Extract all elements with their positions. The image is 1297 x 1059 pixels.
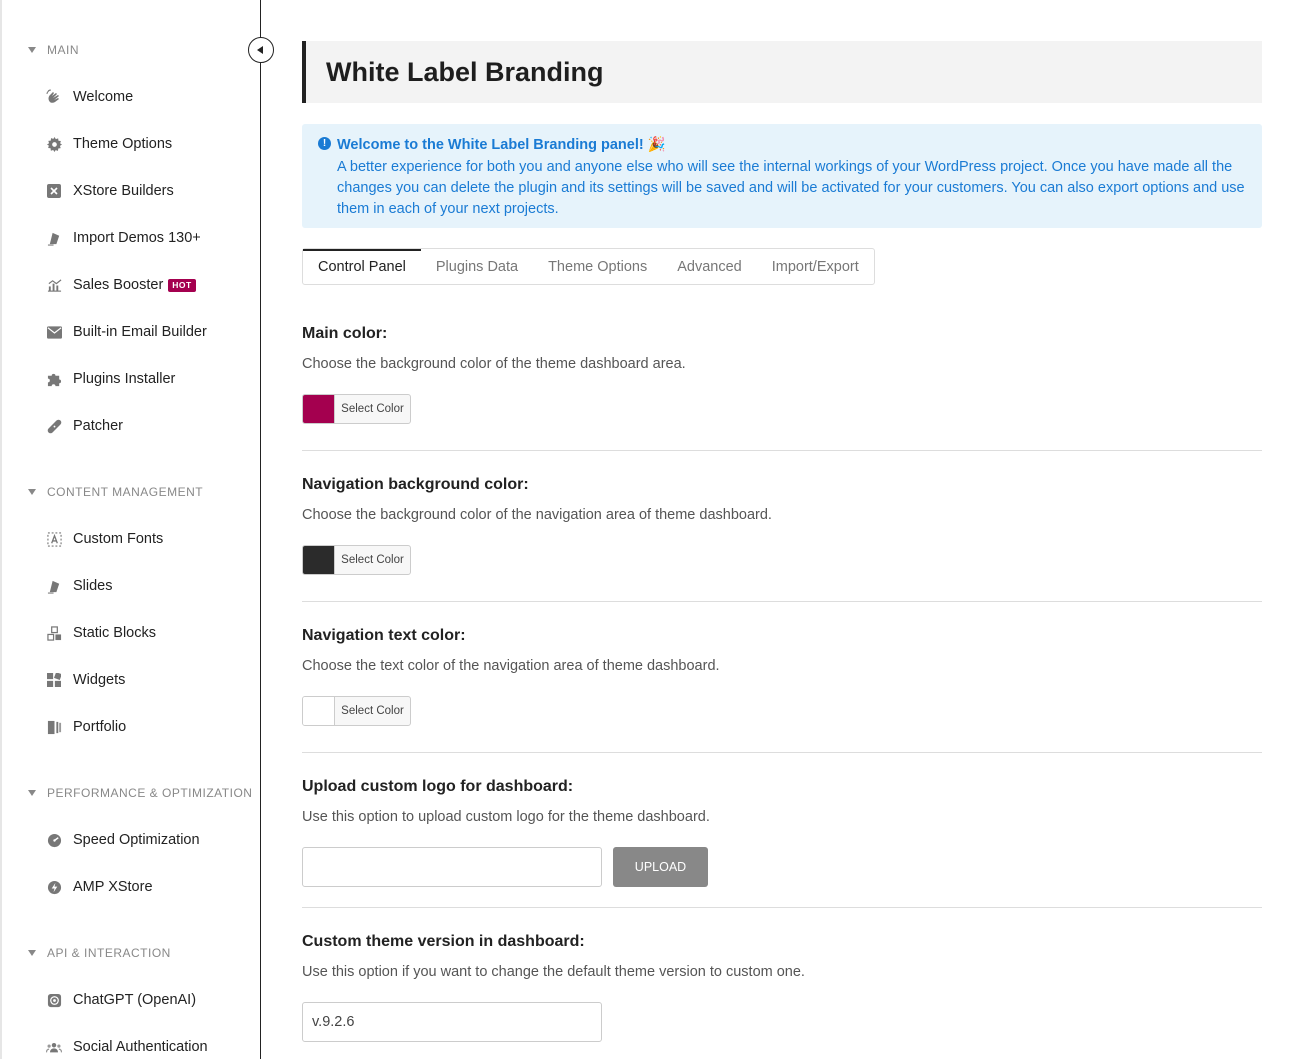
sidebar-item-patcher[interactable] [46, 415, 123, 437]
sidebar-item-label: Speed Optimization [73, 832, 200, 848]
tab-import-export[interactable]: Import/Export [771, 259, 859, 275]
sidebar-item-amp-xstore[interactable] [46, 876, 153, 898]
divider [302, 450, 1262, 451]
sidebar-edge [0, 0, 2, 1059]
sidebar-item-label: Theme Options [73, 136, 173, 152]
group-main-toggle[interactable] [28, 43, 79, 57]
setting-description: Use this option to upload custom logo for the theme dashboard. [302, 809, 710, 825]
slides-icon [46, 578, 62, 594]
lightning-icon [46, 879, 62, 895]
sidebar-item-label: Social Authentication [73, 1039, 208, 1055]
caret-down-icon [28, 47, 36, 53]
setting-label: Upload custom logo for dashboard: [302, 778, 574, 795]
font-icon [46, 531, 62, 547]
setting-label: Navigation background color: [302, 476, 529, 493]
blocks-icon [46, 625, 62, 641]
tab-bar [302, 248, 875, 285]
waving-hand-icon [46, 89, 62, 105]
color-swatch [303, 395, 335, 423]
select-color-label: Select Color [341, 705, 404, 717]
sidebar-item-slides[interactable] [46, 575, 113, 597]
setting-description: Use this option if you want to change the default theme version to custom one. [302, 964, 805, 980]
color-swatch [303, 546, 335, 574]
setting-nav-bg-color [302, 476, 1262, 523]
sidebar-item-label: Static Blocks [73, 625, 156, 641]
chevron-left-icon [257, 46, 263, 54]
setting-description: Choose the background color of the navigation area of theme dashboard. [302, 507, 772, 523]
sidebar-item-label: AMP XStore [73, 879, 153, 895]
caret-down-icon [28, 790, 36, 796]
sidebar-item-import-demos[interactable] [46, 227, 201, 249]
group-content-label: CONTENT MANAGEMENT [47, 485, 204, 499]
caret-down-icon [28, 489, 36, 495]
bandage-icon [46, 418, 62, 434]
setting-description: Choose the text color of the navigation area of theme dashboard. [302, 658, 720, 674]
group-main-label: MAIN [47, 43, 79, 57]
tab-plugins-data[interactable]: Plugins Data [435, 259, 519, 275]
divider [302, 752, 1262, 753]
tab-advanced[interactable]: Advanced [677, 259, 742, 275]
sidebar-item-speed-optimization[interactable] [46, 829, 200, 851]
group-content-toggle[interactable] [28, 485, 203, 499]
main-color-picker[interactable] [302, 394, 411, 424]
divider [302, 907, 1262, 908]
sidebar-item-static-blocks[interactable] [46, 622, 156, 644]
setting-custom-logo [302, 778, 1262, 825]
import-icon [46, 230, 62, 246]
widgets-icon [46, 672, 62, 688]
setting-description: Choose the background color of the theme dashboard area. [302, 356, 686, 372]
tab-control-panel[interactable]: Control Panel [303, 249, 421, 284]
sidebar-item-plugins-installer[interactable] [46, 368, 175, 390]
info-icon: ! [318, 137, 331, 150]
sidebar-item-label: XStore Builders [73, 183, 174, 199]
sidebar-item-xstore-builders[interactable] [46, 180, 174, 202]
nav-text-color-picker[interactable] [302, 696, 411, 726]
select-color-label: Select Color [341, 403, 404, 415]
gear-icon [46, 136, 62, 152]
setting-main-color [302, 325, 1262, 372]
sidebar-item-label: Custom Fonts [73, 531, 164, 547]
setting-nav-text-color [302, 627, 1262, 674]
sidebar-item-custom-fonts[interactable] [46, 528, 163, 550]
sidebar-item-label: Widgets [73, 672, 126, 688]
sidebar-item-theme-options[interactable] [46, 133, 172, 155]
color-swatch [303, 697, 335, 725]
setting-label: Navigation text color: [302, 627, 466, 644]
group-api-toggle[interactable] [28, 946, 171, 960]
select-color-label: Select Color [341, 554, 404, 566]
group-performance-toggle[interactable] [28, 786, 252, 800]
upload-button[interactable]: UPLOAD [613, 847, 708, 887]
sidebar-item-email-builder[interactable] [46, 321, 207, 343]
sidebar-item-label: Portfolio [73, 719, 127, 735]
sidebar-item-label: Plugins Installer [73, 371, 176, 387]
sidebar-item-portfolio[interactable] [46, 716, 126, 738]
page-header [302, 41, 1262, 103]
sidebar-collapse-button[interactable] [248, 37, 274, 63]
sidebar-item-welcome[interactable] [46, 86, 133, 108]
notice-title: Welcome to the White Label Branding panel! 🎉 [337, 137, 666, 153]
setting-theme-version [302, 933, 1262, 980]
puzzle-icon [46, 371, 62, 387]
caret-down-icon [28, 950, 36, 956]
builder-x-icon [46, 183, 62, 199]
tab-theme-options[interactable]: Theme Options [548, 259, 648, 275]
sidebar-item-widgets[interactable] [46, 669, 125, 691]
sidebar [0, 0, 261, 1059]
sidebar-item-chatgpt[interactable] [46, 989, 196, 1011]
group-performance-label: PERFORMANCE & OPTIMIZATION [47, 786, 253, 800]
speedometer-icon [46, 832, 62, 848]
group-api-label: API & INTERACTION [47, 946, 171, 960]
notice-body: A better experience for both you and anyone else who will see the internal workings of your WordPress project. Once you have made all the changes you can delete the plugin and its settings will be saved and will be activated for your customers. You can also export options and use them in each of your next projects. [337, 159, 1245, 217]
chart-icon [46, 277, 62, 293]
envelope-icon [46, 324, 62, 340]
divider [302, 601, 1262, 602]
hot-badge: HOT [168, 279, 195, 292]
sidebar-item-label: Import Demos 130+ [73, 230, 201, 246]
nav-bg-color-picker[interactable] [302, 545, 411, 575]
sidebar-item-social-auth[interactable] [46, 1036, 208, 1058]
setting-label: Main color: [302, 325, 388, 342]
openai-icon [46, 992, 62, 1008]
sidebar-item-label: Built-in Email Builder [73, 324, 207, 340]
sidebar-item-sales-booster[interactable] [46, 274, 196, 296]
sidebar-item-label: ChatGPT (OpenAI) [73, 992, 197, 1008]
logo-url-input[interactable] [302, 847, 602, 887]
theme-version-input[interactable] [302, 1002, 602, 1042]
info-notice [302, 124, 1262, 228]
sidebar-item-label: Slides [73, 578, 113, 594]
page-title: White Label Branding [326, 57, 604, 87]
setting-label: Custom theme version in dashboard: [302, 933, 585, 950]
users-icon [46, 1039, 62, 1055]
sidebar-item-label: Welcome [73, 89, 134, 105]
portfolio-icon [46, 719, 62, 735]
sidebar-item-label: Sales Booster [73, 277, 164, 293]
sidebar-item-label: Patcher [73, 418, 123, 434]
